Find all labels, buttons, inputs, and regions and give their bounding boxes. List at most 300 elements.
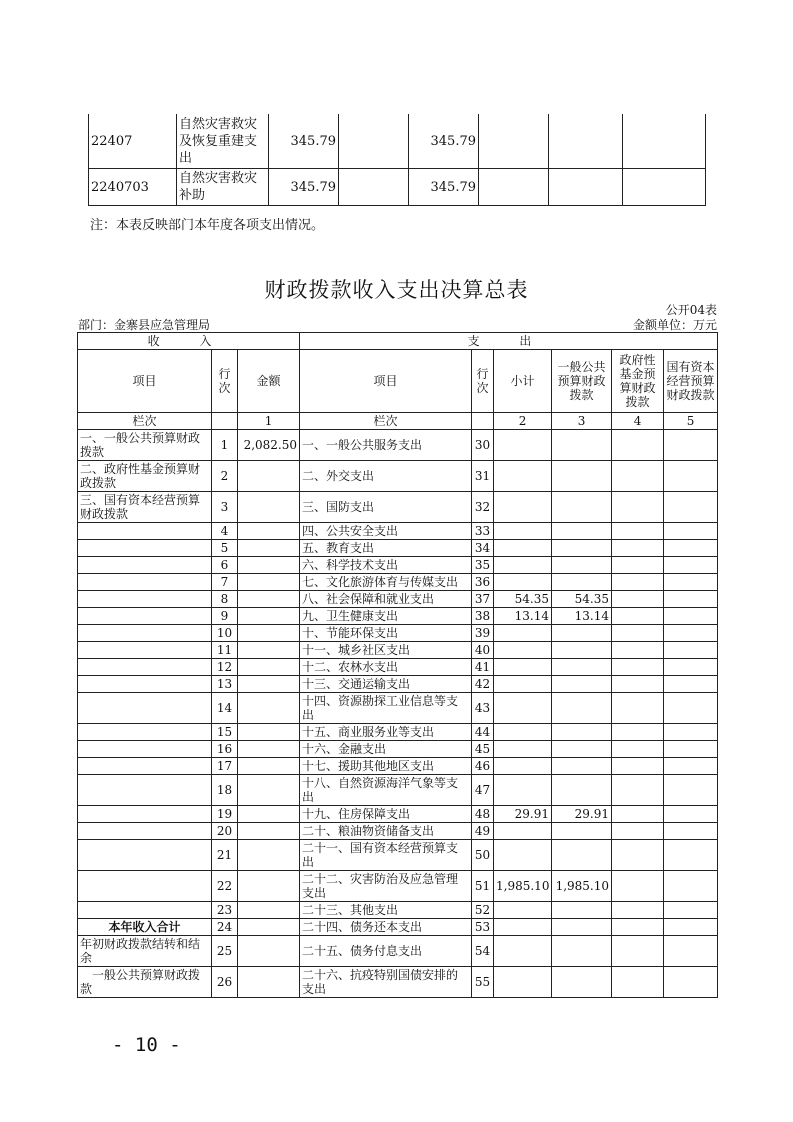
- general-budget-cell: [552, 642, 612, 659]
- subtotal-cell: [494, 557, 552, 574]
- fund-budget-cell: [612, 902, 664, 919]
- expense-line-cell: 52: [472, 902, 494, 919]
- state-capital-cell: [664, 758, 718, 775]
- general-budget-cell: [552, 902, 612, 919]
- income-item-cell: 年初财政拨款结转和结余: [78, 936, 212, 967]
- amount-cell: [238, 724, 300, 741]
- expense-item-cell: 十八、自然资源海洋气象等支出: [300, 775, 472, 806]
- amount-cell: [238, 591, 300, 608]
- name-cell: 自然灾害救灾补助: [177, 169, 269, 206]
- table-row: [78, 523, 718, 540]
- income-line-cell: 15: [212, 724, 238, 741]
- general-budget-cell: [552, 430, 612, 461]
- subtotal-cell: [494, 492, 552, 523]
- general-budget-cell: [552, 758, 612, 775]
- expense-item-cell: 五、教育支出: [300, 540, 472, 557]
- state-capital-cell: [664, 523, 718, 540]
- state-capital-cell: [664, 625, 718, 642]
- general-budget-cell: [552, 775, 612, 806]
- fund-budget-cell: [612, 823, 664, 840]
- table-row: [78, 741, 718, 758]
- expense-line-cell: 37: [472, 591, 494, 608]
- income-item-cell: [78, 540, 212, 557]
- top-continued-table: [88, 114, 706, 206]
- col-3: 3: [552, 413, 612, 430]
- value-cell: [339, 169, 409, 206]
- fund-budget-cell: [612, 806, 664, 823]
- subtotal-cell: [494, 625, 552, 642]
- expense-item-cell: 二十五、债务付息支出: [300, 936, 472, 967]
- general-budget-cell: [552, 724, 612, 741]
- income-item-cell: 三、国有资本经营预算财政拨款: [78, 492, 212, 523]
- amount-cell: [238, 936, 300, 967]
- expense-item-cell: 十四、资源勘探工业信息等支出: [300, 693, 472, 724]
- state-capital-cell: [664, 642, 718, 659]
- income-line-header: 行次: [212, 350, 238, 413]
- expense-item-cell: 四、公共安全支出: [300, 523, 472, 540]
- income-line-cell: 12: [212, 659, 238, 676]
- subtotal-header: 小计: [494, 350, 552, 413]
- general-budget-header: 一般公共预算财政拨款: [552, 350, 612, 413]
- fund-budget-cell: [612, 775, 664, 806]
- expense-item-cell: 十三、交通运输支出: [300, 676, 472, 693]
- header-row-sections: [78, 333, 718, 350]
- state-capital-cell: [664, 919, 718, 936]
- amount-cell: [238, 823, 300, 840]
- table-row: [78, 540, 718, 557]
- income-item-cell: [78, 608, 212, 625]
- subtotal-cell: [494, 936, 552, 967]
- amount-cell: [238, 608, 300, 625]
- fund-budget-cell: [612, 840, 664, 871]
- fund-budget-cell: [612, 540, 664, 557]
- table-row: [78, 871, 718, 902]
- top-table-note: 注：本表反映部门本年度各项支出情况。: [90, 218, 325, 233]
- general-budget-cell: [552, 967, 612, 998]
- income-line-cell: 17: [212, 758, 238, 775]
- income-line-cell: 26: [212, 967, 238, 998]
- expense-item-cell: 十九、住房保障支出: [300, 806, 472, 823]
- general-budget-cell: 54.35: [552, 591, 612, 608]
- appropriation-summary-table: [77, 332, 718, 998]
- value-cell: [549, 114, 623, 169]
- state-capital-cell: [664, 659, 718, 676]
- income-item-cell: [78, 591, 212, 608]
- expense-line-cell: 32: [472, 492, 494, 523]
- expense-line-cell: 36: [472, 574, 494, 591]
- expense-item-cell: 一、一般公共服务支出: [300, 430, 472, 461]
- general-budget-cell: [552, 823, 612, 840]
- state-capital-cell: [664, 902, 718, 919]
- expense-line-cell: 45: [472, 741, 494, 758]
- value-cell: [549, 169, 623, 206]
- state-capital-cell: [664, 492, 718, 523]
- subtotal-cell: [494, 430, 552, 461]
- table-row: [78, 676, 718, 693]
- expense-item-cell: 二十一、国有资本经营预算支出: [300, 840, 472, 871]
- income-item-cell: [78, 523, 212, 540]
- expense-line-cell: 50: [472, 840, 494, 871]
- expense-line-cell: 53: [472, 919, 494, 936]
- table-row: [78, 574, 718, 591]
- fund-budget-cell: [612, 430, 664, 461]
- page-number: - 10 -: [112, 1034, 181, 1056]
- expense-item-header: 项目: [300, 350, 472, 413]
- state-capital-cell: [664, 724, 718, 741]
- income-item-cell: 二、政府性基金预算财政拨款: [78, 461, 212, 492]
- expense-line-cell: 41: [472, 659, 494, 676]
- name-cell: 自然灾害救灾及恢复重建支出: [177, 114, 269, 169]
- general-budget-cell: [552, 574, 612, 591]
- general-budget-cell: [552, 461, 612, 492]
- amount-cell: [238, 659, 300, 676]
- income-line-cell: 7: [212, 574, 238, 591]
- income-line-cell: 22: [212, 871, 238, 902]
- subtotal-cell: [494, 724, 552, 741]
- state-capital-cell: [664, 461, 718, 492]
- amount-cell: 2,082.50: [238, 430, 300, 461]
- fund-budget-cell: [612, 758, 664, 775]
- col-label-2: 栏次: [300, 413, 472, 430]
- expense-line-header: 行次: [472, 350, 494, 413]
- expense-item-cell: 三、国防支出: [300, 492, 472, 523]
- table-row: [78, 625, 718, 642]
- table-row: [78, 775, 718, 806]
- table-row: [78, 967, 718, 998]
- expense-line-cell: 54: [472, 936, 494, 967]
- general-budget-cell: [552, 492, 612, 523]
- subtotal-cell: [494, 523, 552, 540]
- state-capital-cell: [664, 430, 718, 461]
- amount-cell: [238, 902, 300, 919]
- subtotal-cell: 1,985.10: [494, 871, 552, 902]
- income-line-cell: 25: [212, 936, 238, 967]
- general-budget-cell: 13.14: [552, 608, 612, 625]
- income-line-cell: 6: [212, 557, 238, 574]
- fund-budget-cell: [612, 557, 664, 574]
- subtotal-cell: [494, 676, 552, 693]
- amount-cell: [238, 557, 300, 574]
- expense-item-cell: 七、文化旅游体育与传媒支出: [300, 574, 472, 591]
- amount-cell: [238, 840, 300, 871]
- state-capital-cell: [664, 936, 718, 967]
- expense-line-cell: 47: [472, 775, 494, 806]
- subtotal-cell: [494, 540, 552, 557]
- form-number: 公开04表: [665, 303, 717, 317]
- subtotal-cell: 54.35: [494, 591, 552, 608]
- income-line-cell: 4: [212, 523, 238, 540]
- expense-item-cell: 二十六、抗疫特别国债安排的支出: [300, 967, 472, 998]
- table-row: [78, 591, 718, 608]
- general-budget-cell: [552, 936, 612, 967]
- general-budget-cell: 29.91: [552, 806, 612, 823]
- state-capital-cell: [664, 540, 718, 557]
- header-row-index: [78, 413, 718, 430]
- income-line-cell: 18: [212, 775, 238, 806]
- table-row: [78, 642, 718, 659]
- subtotal-cell: [494, 775, 552, 806]
- value-cell: 345.79: [409, 169, 479, 206]
- state-capital-cell: [664, 741, 718, 758]
- income-line-cell: 24: [212, 919, 238, 936]
- income-item-cell: [78, 557, 212, 574]
- amount-cell: [238, 625, 300, 642]
- expense-item-cell: 二十、粮油物资储备支出: [300, 823, 472, 840]
- amount-cell: [238, 758, 300, 775]
- expense-line-cell: 51: [472, 871, 494, 902]
- income-line-cell: 3: [212, 492, 238, 523]
- expense-line-cell: 30: [472, 430, 494, 461]
- subtotal-cell: [494, 741, 552, 758]
- income-item-cell: 本年收入合计: [78, 919, 212, 936]
- income-line-cell: 10: [212, 625, 238, 642]
- amount-cell: [238, 967, 300, 998]
- income-line-cell: 9: [212, 608, 238, 625]
- table-row: [78, 659, 718, 676]
- expense-line-cell: 31: [472, 461, 494, 492]
- state-capital-cell: [664, 806, 718, 823]
- expense-item-cell: 八、社会保障和就业支出: [300, 591, 472, 608]
- subtotal-cell: [494, 919, 552, 936]
- state-capital-cell: [664, 591, 718, 608]
- fund-budget-cell: [612, 574, 664, 591]
- fund-budget-cell: [612, 523, 664, 540]
- income-item-cell: [78, 741, 212, 758]
- amount-cell: [238, 741, 300, 758]
- subtotal-cell: [494, 574, 552, 591]
- expense-item-cell: 二十四、债务还本支出: [300, 919, 472, 936]
- subtotal-cell: [494, 902, 552, 919]
- income-item-cell: [78, 758, 212, 775]
- expense-item-cell: 十一、城乡社区支出: [300, 642, 472, 659]
- code-cell: 22407: [89, 114, 177, 169]
- subtotal-cell: [494, 823, 552, 840]
- income-item-cell: [78, 724, 212, 741]
- expense-line-cell: 42: [472, 676, 494, 693]
- col-5: 5: [664, 413, 718, 430]
- subtotal-cell: 13.14: [494, 608, 552, 625]
- income-line-cell: 1: [212, 430, 238, 461]
- amount-cell: [238, 676, 300, 693]
- income-item-cell: [78, 871, 212, 902]
- income-item-cell: 一、一般公共预算财政拨款: [78, 430, 212, 461]
- state-capital-cell: [664, 693, 718, 724]
- expense-line-cell: 55: [472, 967, 494, 998]
- income-item-cell: [78, 676, 212, 693]
- subtotal-cell: [494, 758, 552, 775]
- income-item-cell: 一般公共预算财政拨款: [78, 967, 212, 998]
- income-line-cell: 5: [212, 540, 238, 557]
- income-item-cell: [78, 775, 212, 806]
- general-budget-cell: [552, 557, 612, 574]
- general-budget-cell: [552, 540, 612, 557]
- table-row: [78, 806, 718, 823]
- income-item-cell: [78, 574, 212, 591]
- table-row: [78, 919, 718, 936]
- amount-cell: [238, 775, 300, 806]
- expense-line-cell: 43: [472, 693, 494, 724]
- subtotal-cell: [494, 461, 552, 492]
- general-budget-cell: [552, 693, 612, 724]
- expense-line-cell: 35: [472, 557, 494, 574]
- table-row: [78, 430, 718, 461]
- general-budget-cell: [552, 741, 612, 758]
- value-cell: 345.79: [269, 169, 339, 206]
- subtotal-cell: [494, 693, 552, 724]
- income-item-cell: [78, 902, 212, 919]
- income-item-cell: [78, 693, 212, 724]
- general-budget-cell: [552, 919, 612, 936]
- expense-line-cell: 44: [472, 724, 494, 741]
- general-budget-cell: [552, 659, 612, 676]
- fund-budget-cell: [612, 492, 664, 523]
- value-cell: [623, 169, 706, 206]
- table-row: [78, 557, 718, 574]
- expense-line-cell: 40: [472, 642, 494, 659]
- fund-budget-header: 政府性基金预算财政拨款: [612, 350, 664, 413]
- amount-header: 金额: [238, 350, 300, 413]
- general-budget-cell: [552, 840, 612, 871]
- table-row: [78, 693, 718, 724]
- income-line-cell: 14: [212, 693, 238, 724]
- table-row: [78, 902, 718, 919]
- table-row: [78, 758, 718, 775]
- general-budget-cell: [552, 676, 612, 693]
- expense-line-cell: 48: [472, 806, 494, 823]
- header-row-columns: [78, 350, 718, 413]
- table-row: [78, 724, 718, 741]
- value-cell: [479, 169, 549, 206]
- expense-item-cell: 十、节能环保支出: [300, 625, 472, 642]
- table-row: [78, 492, 718, 523]
- fund-budget-cell: [612, 919, 664, 936]
- expense-line-cell: 38: [472, 608, 494, 625]
- expense-item-cell: 九、卫生健康支出: [300, 608, 472, 625]
- state-capital-cell: [664, 574, 718, 591]
- col-1: 1: [238, 413, 300, 430]
- table-row: [78, 936, 718, 967]
- income-line-cell: 11: [212, 642, 238, 659]
- amount-cell: [238, 574, 300, 591]
- fund-budget-cell: [612, 642, 664, 659]
- amount-cell: [238, 523, 300, 540]
- fund-budget-cell: [612, 967, 664, 998]
- col-4: 4: [612, 413, 664, 430]
- expense-item-cell: 十七、援助其他地区支出: [300, 758, 472, 775]
- income-item-cell: [78, 840, 212, 871]
- subtotal-cell: [494, 967, 552, 998]
- state-capital-cell: [664, 871, 718, 902]
- general-budget-cell: [552, 625, 612, 642]
- table-row: [78, 608, 718, 625]
- expense-item-cell: 十五、商业服务业等支出: [300, 724, 472, 741]
- value-cell: [623, 114, 706, 169]
- expense-item-cell: 十二、农林水支出: [300, 659, 472, 676]
- expense-line-cell: 49: [472, 823, 494, 840]
- income-line-cell: 2: [212, 461, 238, 492]
- amount-cell: [238, 492, 300, 523]
- income-item-cell: [78, 625, 212, 642]
- state-capital-cell: [664, 676, 718, 693]
- state-capital-cell: [664, 840, 718, 871]
- state-capital-cell: [664, 608, 718, 625]
- state-capital-cell: [664, 823, 718, 840]
- income-header: 收 入: [78, 333, 300, 350]
- expense-item-cell: 十六、金融支出: [300, 741, 472, 758]
- income-item-cell: [78, 642, 212, 659]
- income-line-cell: 23: [212, 902, 238, 919]
- amount-cell: [238, 871, 300, 902]
- table-row: [78, 840, 718, 871]
- expense-item-cell: 二、外交支出: [300, 461, 472, 492]
- state-capital-cell: [664, 967, 718, 998]
- code-cell: 2240703: [89, 169, 177, 206]
- value-cell: 345.79: [409, 114, 479, 169]
- table-row: [89, 114, 706, 169]
- general-budget-cell: 1,985.10: [552, 871, 612, 902]
- department-label: 部门：金寨县应急管理局: [78, 318, 211, 332]
- fund-budget-cell: [612, 591, 664, 608]
- expense-header: 支 出: [300, 333, 718, 350]
- fund-budget-cell: [612, 741, 664, 758]
- income-item-header: 项目: [78, 350, 212, 413]
- income-item-cell: [78, 823, 212, 840]
- expense-item-cell: 六、科学技术支出: [300, 557, 472, 574]
- amount-cell: [238, 461, 300, 492]
- value-cell: [479, 114, 549, 169]
- income-line-cell: 16: [212, 741, 238, 758]
- subtotal-cell: 29.91: [494, 806, 552, 823]
- fund-budget-cell: [612, 461, 664, 492]
- col-label: 栏次: [78, 413, 212, 430]
- fund-budget-cell: [612, 608, 664, 625]
- value-cell: [339, 114, 409, 169]
- table-row: [78, 461, 718, 492]
- expense-line-cell: 46: [472, 758, 494, 775]
- income-line-cell: 21: [212, 840, 238, 871]
- page-title: 财政拨款收入支出决算总表: [264, 278, 529, 302]
- amount-cell: [238, 642, 300, 659]
- amount-cell: [238, 806, 300, 823]
- state-capital-cell: [664, 775, 718, 806]
- fund-budget-cell: [612, 724, 664, 741]
- expense-line-cell: 39: [472, 625, 494, 642]
- amount-cell: [238, 693, 300, 724]
- expense-line-cell: 34: [472, 540, 494, 557]
- fund-budget-cell: [612, 625, 664, 642]
- expense-line-cell: 33: [472, 523, 494, 540]
- fund-budget-cell: [612, 693, 664, 724]
- fund-budget-cell: [612, 871, 664, 902]
- income-item-cell: [78, 806, 212, 823]
- fund-budget-cell: [612, 676, 664, 693]
- amount-cell: [238, 919, 300, 936]
- expense-item-cell: 二十二、灾害防治及应急管理支出: [300, 871, 472, 902]
- amount-cell: [238, 540, 300, 557]
- col-2: 2: [494, 413, 552, 430]
- subtotal-cell: [494, 840, 552, 871]
- income-line-cell: 19: [212, 806, 238, 823]
- income-line-cell: 20: [212, 823, 238, 840]
- state-capital-cell: [664, 557, 718, 574]
- income-line-cell: 8: [212, 591, 238, 608]
- fund-budget-cell: [612, 659, 664, 676]
- unit-label: 金额单位：万元: [632, 318, 717, 332]
- expense-item-cell: 二十三、其他支出: [300, 902, 472, 919]
- fund-budget-cell: [612, 936, 664, 967]
- table-row: [78, 823, 718, 840]
- subtotal-cell: [494, 642, 552, 659]
